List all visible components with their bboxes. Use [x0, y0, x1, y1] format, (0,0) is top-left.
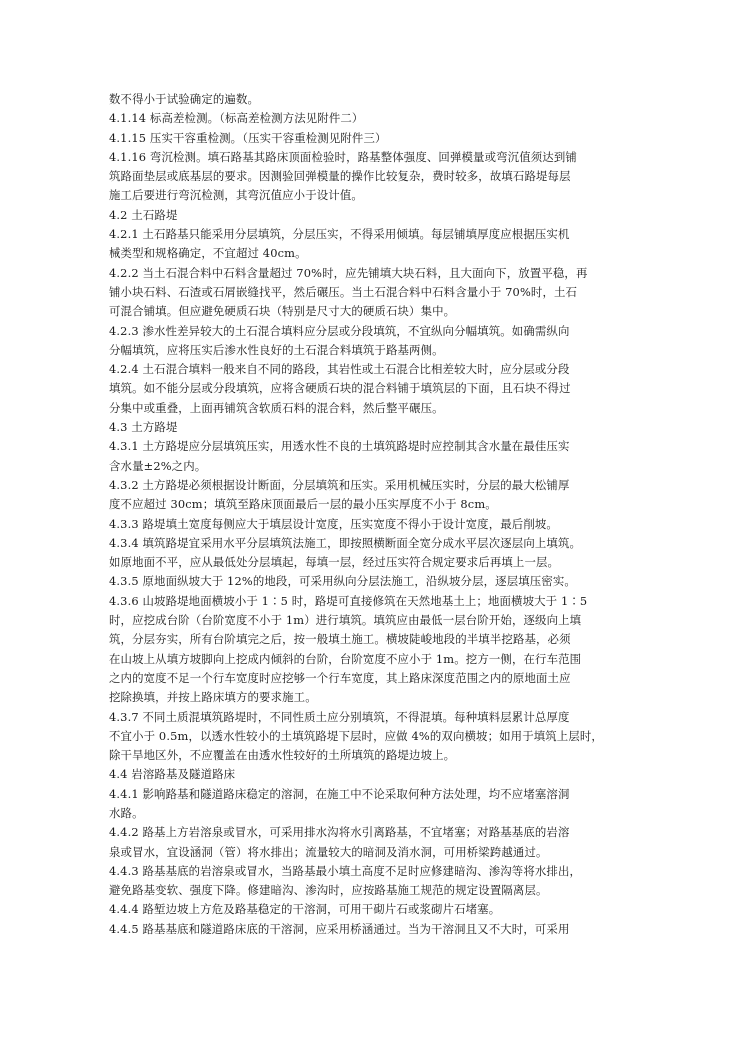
text-line: 4.3.7 不同土质混填筑路堤时，不同性质土应分别填筑，不得混填。每种填料层累计总厚度: [109, 709, 570, 724]
text-line: 4.3.2 土方路堤必须根据设计断面，分层填筑和压实。采用机械压实时，分层的最大松铺厚: [109, 477, 570, 492]
text-line: 4.1.14 标高差检测。（标高差检测方法见附件二）: [109, 111, 364, 126]
text-line: 4.2.3 渗水性差异较大的土石混合填料应分层或分段填筑，不宜纵向分幅填筑。如确需纵向: [109, 323, 570, 338]
text-line: 施工后要进行弯沉检测，其弯沉值应小于设计值。: [109, 188, 363, 203]
text-line: 在山坡上从填方坡脚向上挖成内倾斜的台阶，台阶宽度不应小于 1m。挖方一侧，在行车范围: [109, 651, 582, 666]
text-line: 铺小块石料、石渣或石屑嵌缝找平，然后碾压。当土石混合料中石料含量小于 70%时，土石: [109, 284, 578, 299]
text-line: 可混合铺填。但应避免硬质石块（特别是尺寸大的硬质石块）集中。: [109, 304, 456, 319]
text-line: 4.1.16 弯沉检测。填石路基其路床顶面检验时，路基整体强度、回弹模量或弯沉值须达到铺: [109, 149, 577, 164]
text-line: 4.3 土方路堤: [109, 420, 178, 435]
text-line: 时，应挖成台阶（台阶宽度不小于 1m）进行填筑。填筑应由最低一层台阶开始，逐级向上填: [109, 613, 582, 628]
text-line: 筑，分层夯实，所有台阶填完之后，按一般填土施工。横坡陡峻地段的半填半挖路基，必须: [109, 632, 571, 647]
text-line: 4.4.1 影响路基和隧道路床稳定的溶洞，在施工中不论采取何种方法处理，均不应堵塞溶洞: [109, 786, 570, 801]
text-line: 避免路基变软、强度下降。修建暗沟、渗沟时，应按路基施工规范的规定设置隔离层。: [109, 883, 548, 898]
text-line: 筑路面垫层或底基层的要求。因测验回弹模量的操作比较复杂，费时较多，故填石路堤每层: [109, 169, 571, 184]
text-line: 泉或冒水，宜设涵洞（管）将水排出；流量较大的暗洞及消水洞，可用桥梁跨越通过。: [109, 844, 548, 859]
text-line: 4.4.4 路堑边坡上方危及路基稳定的干溶洞，可用干砌片石或浆砌片石堵塞。: [109, 902, 501, 917]
text-line: 4.2.4 土石混合填料一般来自不同的路段，其岩性或土石混合比相差较大时，应分层或分段: [109, 362, 570, 377]
text-line: 4.3.6 山坡路堤地面横坡小于 1∶5 时，路堤可直接修筑在天然地基土上；地面横坡大于 1∶5: [109, 593, 588, 608]
text-line: 除干旱地区外，不应覆盖在由透水性较好的土所填筑的路堤边坡上。: [109, 748, 456, 763]
text-line: 4.3.3 路堤填土宽度每侧应大于填层设计宽度，压实宽度不得小于设计宽度，最后削坡。: [109, 516, 558, 531]
text-line: 4.2.2 当土石混合料中石料含量超过 70%时，应先铺填大块石料，且大面向下，放置平稳，再: [109, 265, 588, 280]
text-line: 度不应超过 30cm；填筑至路床顶面最后一层的最小压实厚度不小于 8cm。: [109, 497, 497, 512]
text-line: 含水量±2%之内。: [109, 458, 207, 473]
text-line: 4.4 岩溶路基及隧道路床: [109, 767, 236, 782]
text-line: 4.2 土石路堤: [109, 207, 178, 222]
text-line: 水路。: [109, 805, 144, 820]
text-line: 不宜小于 0.5m，以透水性较小的土填筑路堤下层时，应做 4%的双向横坡；如用于填筑上层时，: [109, 728, 603, 743]
text-line: 4.4.2 路基上方岩溶泉或冒水，可采用排水沟将水引离路基，不宜堵塞；对路基基底的岩溶: [109, 825, 570, 840]
text-line: 数不得小于试验确定的遍数。: [109, 92, 260, 106]
text-line: 分幅填筑，应将压实后渗水性良好的土石混合料填筑于路基两侧。: [109, 342, 444, 357]
text-line: 如原地面不平，应从最低处分层填起，每填一层，经过压实符合规定要求后再填上一层。: [109, 555, 560, 570]
text-line: 械类型和规格确定，不宜超过 40cm。: [109, 246, 307, 261]
text-line: 分集中或重叠，上面再铺筑含软质石料的混合料，然后整平碾压。: [109, 400, 444, 415]
text-line: 4.3.4 填筑路堤宜采用水平分层填筑法施工，即按照横断面全宽分成水平层次逐层向上填筑。: [109, 535, 582, 550]
document-body: [109, 90, 637, 939]
text-line: 4.4.3 路基基底的岩溶泉或冒水，当路基最小填土高度不足时应修建暗沟、渗沟等将水排出，: [109, 863, 582, 878]
text-line: 4.1.15 压实干容重检测。（压实干容重检测见附件三）: [109, 130, 387, 145]
text-line: 4.2.1 土石路基只能采用分层填筑，分层压实，不得采用倾填。每层铺填厚度应根据压实机: [109, 227, 570, 242]
text-line: 填筑。如不能分层或分段填筑，应将含硬质石块的混合料铺于填筑层的下面，且石块不得过: [109, 381, 571, 396]
text-line: 4.3.5 原地面纵坡大于 12%的地段，可采用纵向分层法施工，沿纵坡分层，逐层填压密实。: [109, 574, 576, 589]
text-line: 4.3.1 土方路堤应分层填筑压实，用透水性不良的土填筑路堤时应控制其含水量在最佳压实: [109, 439, 570, 454]
text-line: 4.4.5 路基基底和隧道路床底的干溶洞，应采用桥涵通过。当为干溶洞且又不大时，可采用: [109, 921, 570, 936]
text-line: 之内的宽度不足一个行车宽度时应挖够一个行车宽度，其上路床深度范围之内的原地面土应: [109, 670, 571, 685]
text-line: 挖除换填，并按上路床填方的要求施工。: [109, 690, 317, 705]
